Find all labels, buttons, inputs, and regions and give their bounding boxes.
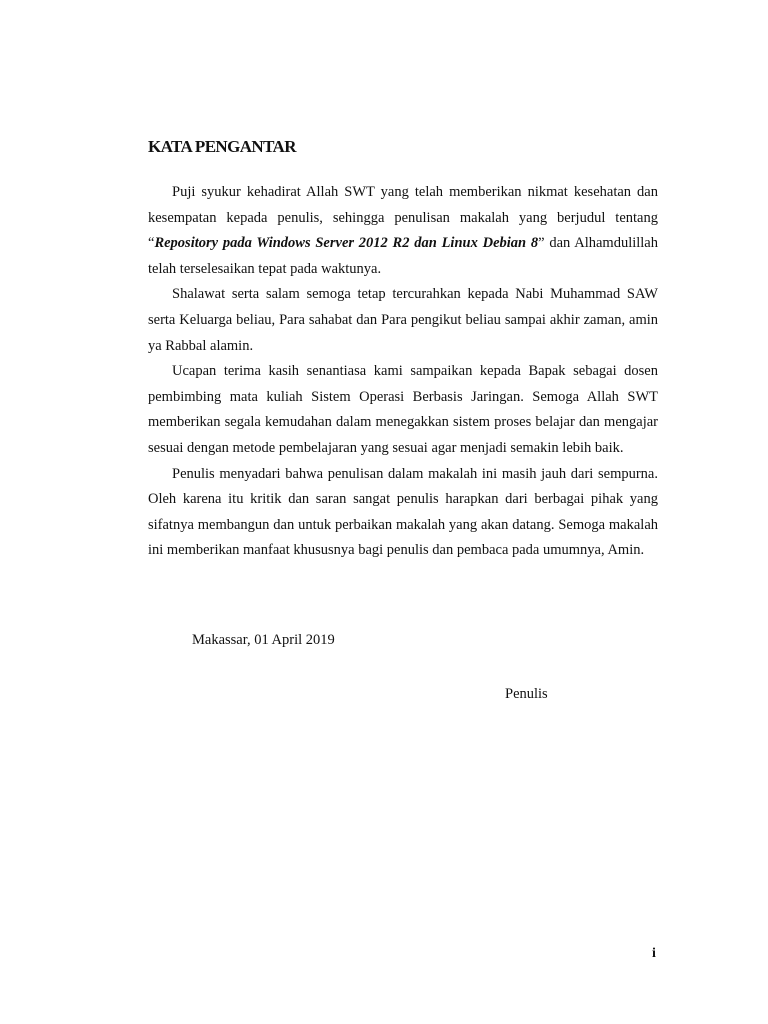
page-number: i	[652, 946, 656, 961]
paragraph-shalawat: Shalawat serta salam semoga tetap tercurahkan kepada Nabi Muhammad SAW serta Keluarga beliau, Para sahabat dan Para pengikut beliau sampai akhir zaman, amin ya Rabbal alamin.	[148, 286, 658, 354]
signature: Penulis	[505, 686, 548, 702]
paragraph-thanks: Ucapan terima kasih senantiasa kami sampaikan kepada Bapak sebagai dosen pembimbing mata kuliah Sistem Operasi Berbasis Jaringan. Semoga Allah SWT memberikan segala kemudahan dalam menegakkan sistem proses belajar dan mengajar sesuai dengan metode pembelajaran yang sesuai agar menjadi semakin lebih baik.	[148, 363, 658, 456]
page-heading: KATA PENGANTAR	[148, 137, 296, 156]
paragraph-intro-before: Puji syukur kehadirat Allah SWT yang telah memberikan nikmat kesehatan dan kesempatan kepada penulis, sehingga penulisan makalah yang berjudul tentang “	[148, 184, 658, 252]
paragraph-intro	[148, 180, 658, 282]
paragraph-intro-after: ” dan Alhamdulillah telah terselesaikan tepat pada waktunya.	[148, 235, 658, 277]
body-text	[148, 180, 658, 564]
paragraph-closing: Penulis menyadari bahwa penulisan dalam makalah ini masih jauh dari sempurna. Oleh karena itu kritik dan saran sangat penulis harapkan dari berbagai pihak yang sifatnya membangun dan untuk perbaikan makalah yang akan datang. Semoga makalah ini memberikan manfaat khususnya bagi penulis dan pembaca pada umumnya, Amin.	[148, 465, 658, 559]
place-date: Makassar, 01 April 2019	[192, 632, 335, 648]
paper-title: Repository pada Windows Server 2012 R2 dan Linux Debian 8	[154, 235, 539, 252]
